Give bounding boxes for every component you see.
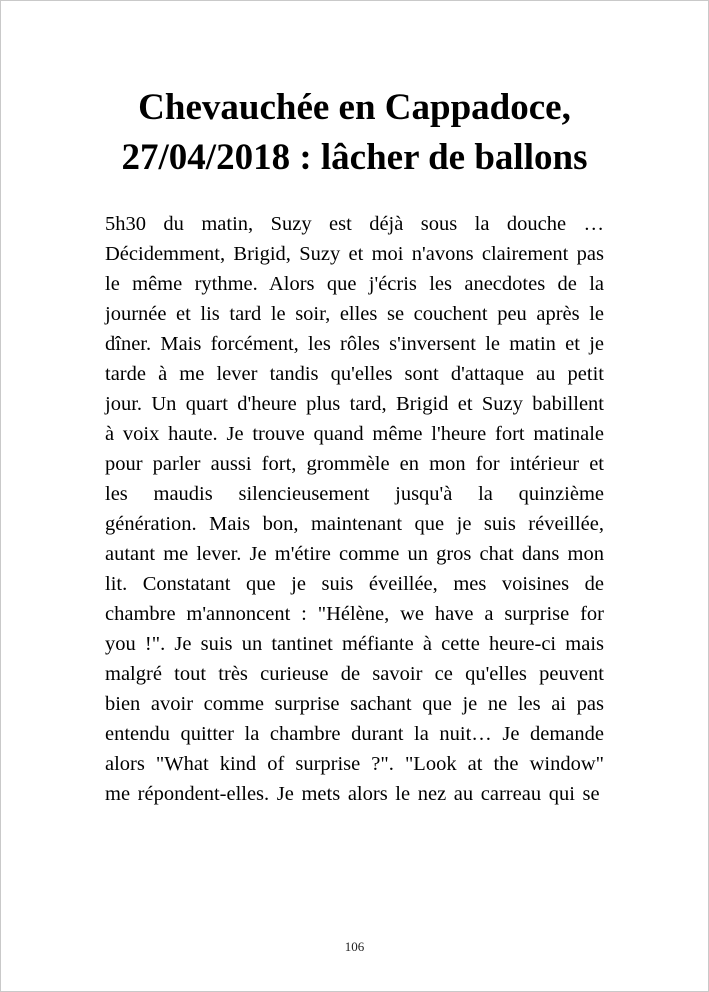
body-paragraph: 5h30 du matin, Suzy est déjà sous la douche … Décidemment, Brigid, Suzy et moi n'avons clairement pas le même rythme. Alors que j'écris les anecdotes de la journée et lis tard le soir, elles se couchent peu après le dîner. Mais forcément, les rôles s'inversent le matin et je tarde à me lever tandis qu'elles sont d'attaque au petit jour. Un quart d'heure plus tard, Brigid et Suzy babillent à voix haute. Je trouve quand même l'heure fort matinale pour parler aussi fort, grommèle en mon for intérieur et les maudis silencieusement jusqu'à la quinzième génération. Mais bon, maintenant que je suis réveillée, autant me lever. Je m'étire comme un gros chat dans mon lit. Constatant que je suis éveillée, mes voisines de chambre m'annoncent : "Hélène, we have a surprise for you !". Je suis un tantinet méfiante à cette heure-ci mais malgré tout très curieuse de savoir ce qu'elles peuvent bien avoir comme surprise sachant que je ne les ai pas entendu quitter la chambre durant la nuit… Je demande alors "What kind of surprise ?". "Look at the window" me répondent-elles. Je mets alors le nez au carreau qui se	[105, 213, 604, 805]
page-title: Chevauchée en Cappadoce, 27/04/2018 : lâcher de ballons	[121, 87, 588, 178]
page-number: 106	[344, 939, 365, 954]
